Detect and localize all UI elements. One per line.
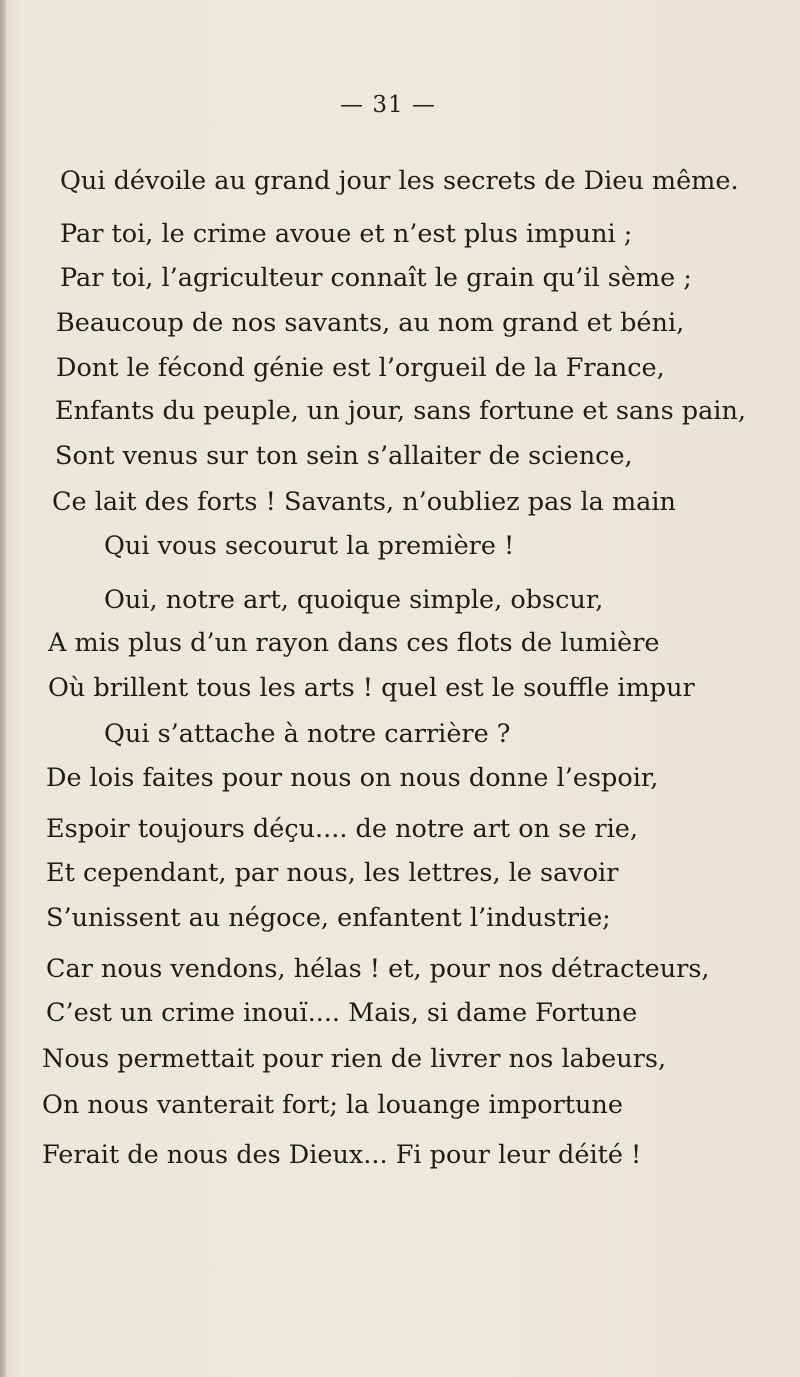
verse-line: Par toi, l’agriculteur connaît le grain qu’il sème ; [60, 263, 692, 293]
verse-line: Beaucoup de nos savants, au nom grand et béni, [56, 308, 685, 338]
verse-line: A mis plus d’un rayon dans ces flots de lumière [48, 628, 660, 658]
verse-line: Qui vous secourut la première ! [104, 531, 515, 561]
verse-line: Ce lait des forts ! Savants, n’oubliez pas la main [52, 487, 676, 517]
verse-line: Dont le fécond génie est l’orgueil de la France, [56, 353, 665, 383]
page-number: — 31 — [340, 92, 436, 118]
verse-line: C’est un crime inouï.... Mais, si dame Fortune [46, 998, 638, 1028]
verse-line: Enfants du peuple, un jour, sans fortune et sans pain, [55, 396, 746, 426]
page-gutter-edge [0, 0, 6, 1377]
verse-line: Qui dévoile au grand jour les secrets de Dieu même. [60, 166, 739, 196]
verse-line: Qui s’attache à notre carrière ? [104, 719, 511, 749]
verse-line: De lois faites pour nous on nous donne l’espoir, [46, 763, 659, 793]
verse-line: Ferait de nous des Dieux... Fi pour leur déité ! [42, 1140, 642, 1170]
verse-line: Espoir toujours déçu.... de notre art on se rie, [46, 814, 638, 844]
verse-line: Et cependant, par nous, les lettres, le savoir [46, 858, 619, 888]
verse-line: Sont venus sur ton sein s’allaiter de science, [55, 441, 633, 471]
verse-line: Où brillent tous les arts ! quel est le souffle impur [48, 673, 695, 703]
verse-line: Oui, notre art, quoique simple, obscur, [104, 585, 604, 615]
verse-line: Par toi, le crime avoue et n’est plus impuni ; [60, 219, 633, 249]
verse-line: On nous vanterait fort; la louange importune [42, 1090, 623, 1120]
verse-line: Nous permettait pour rien de livrer nos labeurs, [42, 1044, 667, 1074]
verse-line: S’unissent au négoce, enfantent l’industrie; [46, 903, 611, 933]
verse-line: Car nous vendons, hélas ! et, pour nos détracteurs, [46, 954, 710, 984]
